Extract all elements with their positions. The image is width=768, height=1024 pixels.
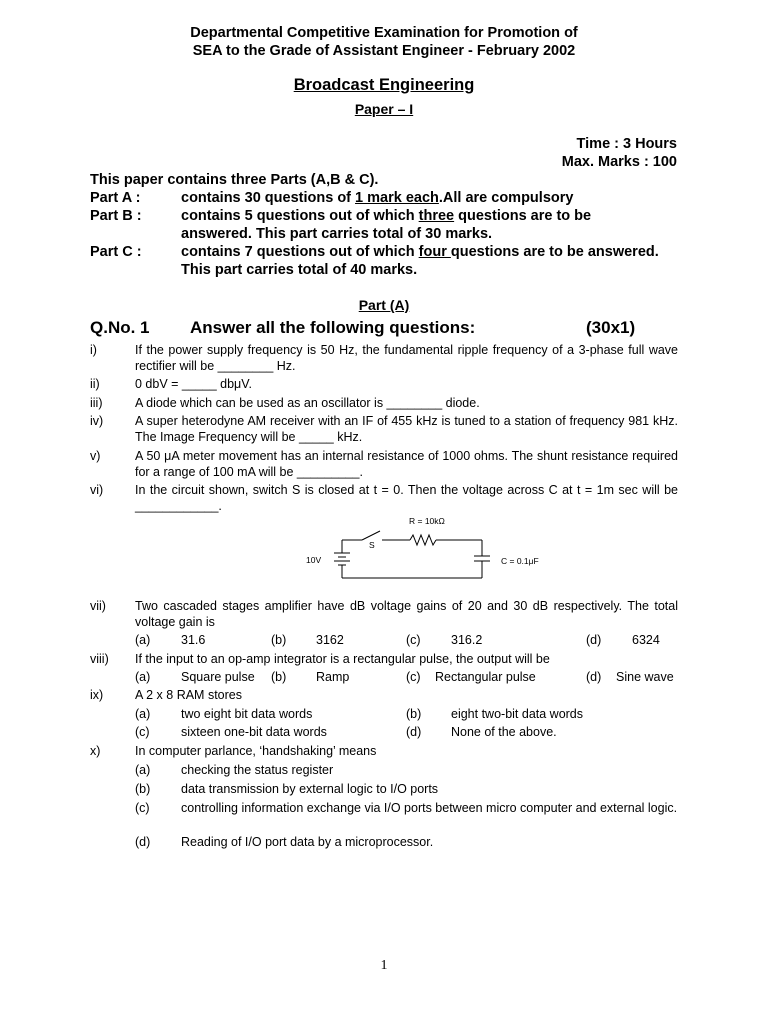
resistor-label: R = 10kΩ <box>409 516 445 526</box>
part-c-desc: contains 7 questions out of which four questions are to be answered. <box>181 244 659 260</box>
option-text: 3162 <box>316 633 344 647</box>
option-text: 316.2 <box>451 633 483 647</box>
item-number: v) <box>90 449 101 463</box>
item-number: iv) <box>90 414 104 428</box>
option-label: (b) <box>135 782 151 796</box>
item-number: iii) <box>90 396 103 410</box>
option-text: eight two-bit data words <box>451 707 584 721</box>
time-label: Time : 3 Hours <box>576 136 677 152</box>
item-number: vii) <box>90 599 106 613</box>
option-text: Ramp <box>316 670 350 684</box>
option-label: (c) <box>135 801 150 815</box>
option-text: controlling information exchange via I/O ports between micro computer and external logic. <box>181 801 678 815</box>
subject-title: Broadcast Engineering <box>293 76 475 94</box>
section-heading: Part (A) <box>358 297 410 313</box>
option-label: (a) <box>135 633 151 647</box>
item-number: ix) <box>90 688 104 702</box>
option-label: (d) <box>406 725 422 739</box>
option-label: (a) <box>135 670 151 684</box>
paper-intro: This paper contains three Parts (A,B & C). <box>90 172 379 188</box>
item-text: Two cascaded stages amplifier have dB voltage gains of 20 and 30 dB respectively. The total voltage gain is <box>135 599 678 629</box>
source-label: 10V <box>306 555 322 565</box>
option-text: two eight bit data words <box>181 707 313 721</box>
question-marks: (30x1) <box>586 318 636 337</box>
item-text: A 50 μA meter movement has an internal resistance of 1000 ohms. The shunt resistance required for a range of 100 mA will be _________. <box>135 449 678 479</box>
exam-title-line2: SEA to the Grade of Assistant Engineer - February 2002 <box>192 43 576 59</box>
item-text: A 2 x 8 RAM stores <box>135 688 242 702</box>
option-text: None of the above. <box>451 725 557 739</box>
part-c-label: Part C : <box>90 244 142 260</box>
option-label: (c) <box>406 670 421 684</box>
option-text: Rectangular pulse <box>435 670 536 684</box>
item-text: In the circuit shown, switch S is closed at t = 0. Then the voltage across C at t = 1m sec will be ____________. <box>135 483 678 513</box>
option-text: Sine wave <box>616 670 674 684</box>
page-number: 1 <box>380 958 388 973</box>
item-text: If the input to an op-amp integrator is a rectangular pulse, the output will be <box>135 652 550 666</box>
option-text: 6324 <box>632 633 660 647</box>
option-label: (b) <box>406 707 422 721</box>
item-text: In computer parlance, ‘handshaking’ means <box>135 744 377 758</box>
option-label: (d) <box>586 633 602 647</box>
item-number: x) <box>90 744 101 758</box>
item-text: If the power supply frequency is 50 Hz, the fundamental ripple frequency of a 3-phase full wave rectifier will be ________ Hz. <box>135 343 678 373</box>
option-label: (d) <box>135 835 151 849</box>
max-marks-label: Max. Marks : 100 <box>561 154 677 170</box>
item-number: vi) <box>90 483 104 497</box>
item-text: 0 dbV = _____ dbμV. <box>135 377 252 391</box>
item-number: ii) <box>90 377 100 391</box>
part-c-desc-line2: This part carries total of 40 marks. <box>181 262 418 278</box>
question-title: Answer all the following questions: <box>190 318 476 337</box>
option-text: Reading of I/O port data by a microprocessor. <box>181 835 434 849</box>
option-text: sixteen one-bit data words <box>181 725 327 739</box>
option-label: (b) <box>271 633 287 647</box>
option-label: (a) <box>135 763 151 777</box>
part-b-label: Part B : <box>90 208 142 224</box>
option-text: 31.6 <box>181 633 206 647</box>
capacitor-label: C = 0.1μF <box>501 556 539 566</box>
part-a-desc: contains 30 questions of 1 mark each.All are compulsory <box>181 190 574 206</box>
option-label: (d) <box>586 670 602 684</box>
part-a-label: Part A : <box>90 190 141 206</box>
item-number: i) <box>90 343 97 357</box>
option-label: (c) <box>135 725 150 739</box>
option-text: Square pulse <box>181 670 255 684</box>
paper-title: Paper – I <box>354 101 414 117</box>
item-number: viii) <box>90 652 109 666</box>
item-text: A super heterodyne AM receiver with an IF of 455 kHz is tuned to a station of frequency 981 kHz. The Image Frequency will be _____ kHz. <box>135 414 678 444</box>
option-text: data transmission by external logic to I/O ports <box>181 782 439 796</box>
option-label: (c) <box>406 633 421 647</box>
item-text: A diode which can be used as an oscillator is ________ diode. <box>135 396 480 410</box>
question-number: Q.No. 1 <box>90 318 150 337</box>
part-b-desc: contains 5 questions out of which three questions are to be <box>181 208 592 224</box>
exam-title-line1: Departmental Competitive Examination for Promotion of <box>190 25 578 41</box>
part-b-desc-line2: answered. This part carries total of 30 marks. <box>181 226 493 242</box>
option-label: (a) <box>135 707 151 721</box>
switch-label: S <box>369 540 375 550</box>
option-label: (b) <box>271 670 287 684</box>
option-text: checking the status register <box>181 763 334 777</box>
rc-circuit-diagram <box>300 510 560 586</box>
